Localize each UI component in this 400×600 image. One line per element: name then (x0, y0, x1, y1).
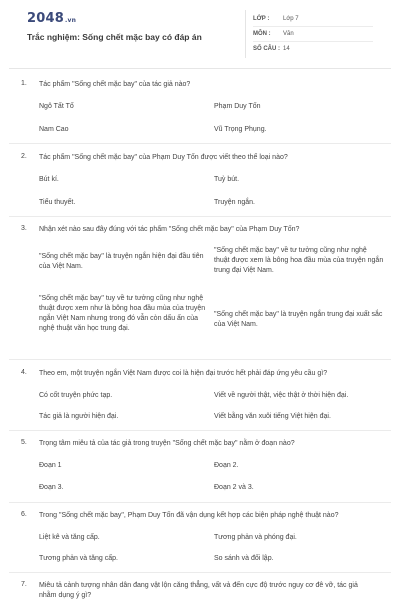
answer-option-a[interactable]: Có cốt truyện phức tạp. (39, 392, 113, 399)
answer-option-d[interactable]: Truyện ngắn. (214, 199, 255, 206)
question-number: 7. (21, 581, 27, 588)
answer-option-d[interactable]: Viết bằng văn xuôi tiếng Việt hiện đại. (214, 413, 331, 420)
meta-row-subject (253, 31, 373, 37)
question-divider (9, 143, 391, 144)
answer-option-c[interactable]: Tác giả là người hiện đại. (39, 413, 119, 420)
answer-option-b[interactable]: "Sống chết mặc bay" về tư tưởng cũng như nghệ thuật được xem là bông hoa đầu mùa của truyện ngắn trung đại Việt Nam. (214, 247, 384, 274)
logo-main-text: 2048 (27, 11, 64, 26)
meta-value-count: 14 (283, 46, 290, 52)
answer-option-a[interactable]: Bút kí. (39, 176, 59, 183)
question-divider (9, 502, 391, 503)
question-text: Tác phẩm "Sống chết mặc bay" của tác giả nào? (39, 81, 191, 88)
answer-option-a[interactable]: Liệt kê và tăng cấp. (39, 534, 100, 541)
answer-option-c[interactable]: "Sống chết mặc bay" tuy về tư tưởng cũng như nghệ thuật được xem như là bông hoa đầu mùa của truyện ngắn Việt Nam nhưng trong đó vẫn còn dấu ấn của nghệ thuật văn học trung đại. (39, 295, 206, 332)
question-number: 2. (21, 153, 27, 160)
question-number: 6. (21, 511, 27, 518)
question-number: 3. (21, 225, 27, 232)
logo-sub-text: .vn (64, 17, 77, 24)
meta-label-count: SỐ CÂU : (253, 46, 280, 52)
worksheet-header (9, 0, 391, 60)
header-divider (245, 10, 246, 58)
answer-option-b[interactable]: Tương phản và phóng đại. (214, 534, 297, 541)
question-number: 1. (21, 80, 27, 87)
question-text: Trọng tâm miêu tả của tác giả trong truyện "Sống chết mặc bay" nằm ở đoạn nào? (39, 440, 295, 447)
page-title: Trắc nghiệm: Sống chết mặc bay có đáp án (27, 32, 202, 42)
site-logo[interactable] (27, 11, 76, 26)
meta-divider (253, 26, 373, 27)
answer-option-b[interactable]: Viết về người thật, việc thật ở thời hiện đại. (214, 392, 349, 399)
answer-option-c[interactable]: Đoạn 3. (39, 484, 64, 491)
answer-option-c[interactable]: Tương phản và tăng cấp. (39, 555, 118, 562)
meta-label-subject: MÔN : (253, 31, 271, 37)
question-divider (9, 216, 391, 217)
question-text: Trong "Sống chết mặc bay", Phạm Duy Tốn đã vận dụng kết hợp các biện pháp nghệ thuật nào? (39, 512, 339, 519)
meta-row-count (253, 46, 373, 52)
answer-option-d[interactable]: Vũ Trọng Phụng. (214, 126, 267, 133)
answer-option-b[interactable]: Đoạn 2. (214, 462, 239, 469)
question-text: Miêu tả cảnh tượng nhân dân đang vật lộn căng thẳng, vất vả đến cực độ trước nguy cơ đê vỡ, tác giả nhằm dụng ý gì? (39, 582, 358, 599)
answer-option-a[interactable]: Ngô Tất Tố (39, 103, 74, 110)
answer-option-d[interactable]: "Sống chết mặc bay" là truyện ngắn trung đại xuất sắc của Việt Nam. (214, 311, 383, 328)
answer-option-c[interactable]: Nam Cao (39, 126, 69, 133)
question-number: 4. (21, 369, 27, 376)
question-divider (9, 572, 391, 573)
answer-option-b[interactable]: Phạm Duy Tốn (214, 103, 261, 110)
header-rule (9, 68, 391, 69)
question-text: Theo em, một truyện ngắn Việt Nam được coi là hiện đại trước hết phải đáp ứng yêu cầu gì? (39, 370, 328, 377)
meta-row-grade (253, 16, 373, 22)
question-divider (9, 359, 391, 360)
question-text: Tác phẩm "Sống chết mặc bay" của Phạm Duy Tốn được viết theo thể loại nào? (39, 154, 288, 161)
question-divider (9, 430, 391, 431)
answer-option-a[interactable]: Đoạn 1 (39, 462, 62, 469)
meta-value-subject: Văn (283, 31, 294, 37)
answer-option-c[interactable]: Tiểu thuyết. (39, 199, 76, 206)
answer-option-a[interactable]: "Sống chết mặc bay" là truyện ngắn hiện đại đầu tiên của Việt Nam. (39, 253, 204, 270)
meta-label-grade: LỚP : (253, 16, 270, 22)
answer-option-b[interactable]: Tuỳ bút. (214, 176, 240, 183)
answer-option-d[interactable]: Đoạn 2 và 3. (214, 484, 254, 491)
worksheet-page (9, 0, 391, 600)
question-number: 5. (21, 439, 27, 446)
meta-divider (253, 41, 373, 42)
meta-value-grade: Lớp 7 (283, 16, 299, 22)
answer-option-d[interactable]: So sánh và đối lập. (214, 555, 274, 562)
question-text: Nhận xét nào sau đây đúng với tác phẩm "Sống chết mặc bay" của Phạm Duy Tốn? (39, 226, 300, 233)
